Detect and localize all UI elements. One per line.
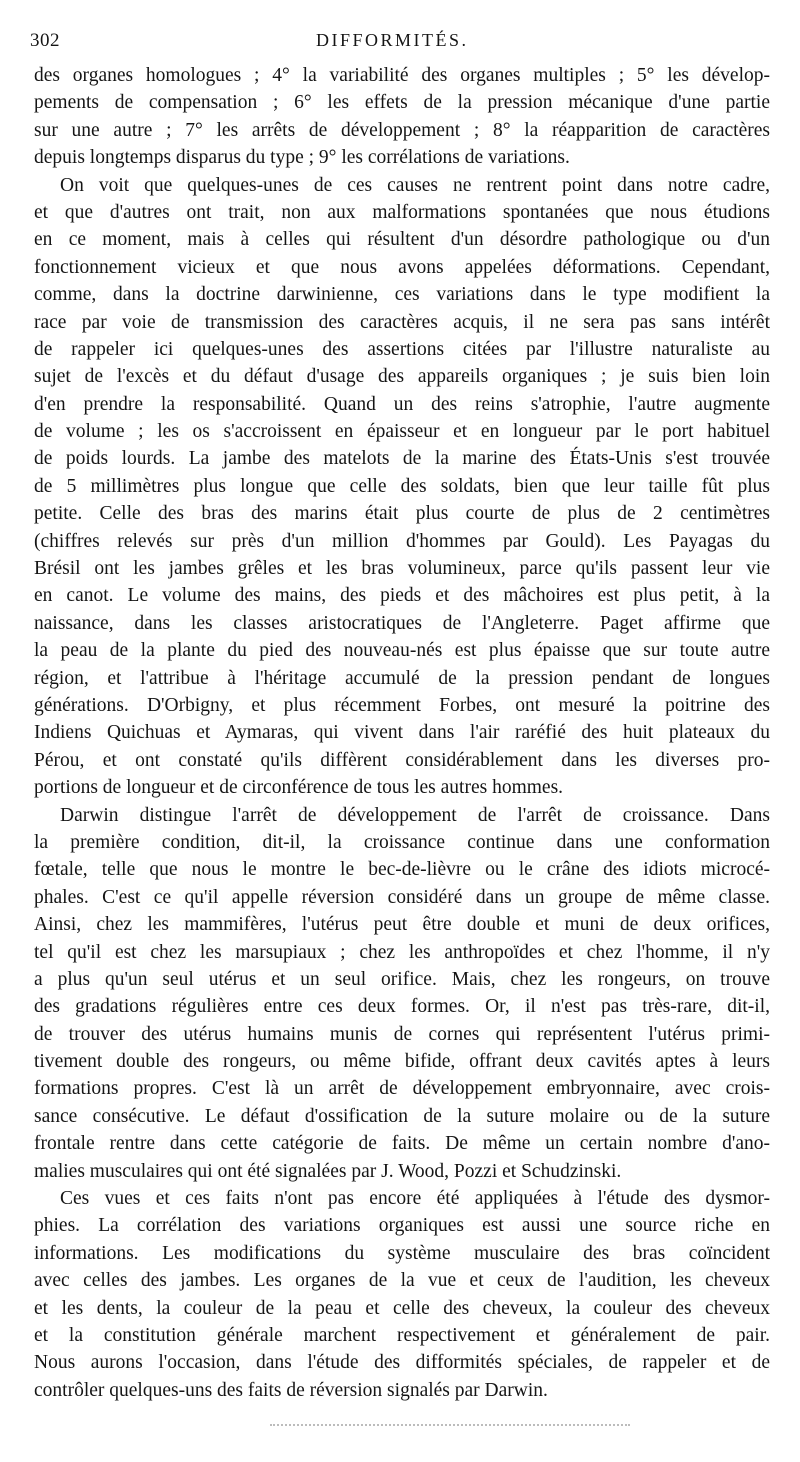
page-header xyxy=(30,30,790,56)
text-line: générations. D'Orbigny, et plus récemment Forbes, ont mesuré la poitrine des xyxy=(34,694,770,716)
text-line: depuis longtemps disparus du type ; 9° les corrélations de variations. xyxy=(34,147,570,169)
text-line: phales. C'est ce qu'il appelle réversion considéré dans un groupe de même classe. xyxy=(34,886,770,908)
page-number: 302 xyxy=(30,30,60,51)
print-bleed-mark xyxy=(270,1424,630,1430)
text-line: la première condition, dit-il, la croissance continue dans une conformation xyxy=(34,831,770,853)
text-line: tel qu'il est chez les marsupiaux ; chez les anthropoïdes et chez l'homme, il n'y xyxy=(34,941,770,963)
paragraph-start-line: Ces vues et ces faits n'ont pas encore été appliquées à l'étude des dysmor- xyxy=(60,1188,770,1210)
text-line: a plus qu'un seul utérus et un seul orifice. Mais, chez les rongeurs, on trouve xyxy=(34,968,770,990)
text-line: pements de compensation ; 6° les effets de la pression mécanique d'une partie xyxy=(34,92,770,114)
text-line: Brésil ont les jambes grêles et les bras volumineux, parce qu'ils passent leur vie xyxy=(34,558,770,580)
text-line: contrôler quelques-uns des faits de réversion signalés par Darwin. xyxy=(34,1379,548,1401)
text-line: Ainsi, chez les mammifères, l'utérus peut être double et muni de deux orifices, xyxy=(34,914,770,936)
text-line: de rappeler ici quelques-unes des assertions citées par l'illustre naturaliste au xyxy=(34,338,770,360)
paragraph-start-line: Darwin distingue l'arrêt de développement de l'arrêt de croissance. Dans xyxy=(60,804,770,826)
text-line: informations. Les modifications du système musculaire des bras coïncident xyxy=(34,1242,770,1264)
text-line: Indiens Quichuas et Aymaras, qui vivent dans l'air raréfié des huit plateaux du xyxy=(34,722,770,744)
text-line: fonctionnement vicieux et que nous avons appelées déformations. Cependant, xyxy=(34,256,770,278)
text-line: comme, dans la doctrine darwinienne, ces variations dans le type modifient la xyxy=(34,284,770,306)
text-line: fœtale, telle que nous le montre le bec-de-lièvre ou le crâne des idiots microcé- xyxy=(34,859,770,881)
text-line: la peau de la plante du pied des nouveau-nés est plus épaisse que sur toute autre xyxy=(34,640,770,662)
running-title: DIFFORMITÉS. xyxy=(316,30,469,50)
text-line: Pérou, et ont constaté qu'ils diffèrent considérablement dans les diverses pro- xyxy=(34,749,770,771)
text-line: avec celles des jambes. Les organes de la vue et ceux de l'audition, les cheveux xyxy=(34,1270,770,1292)
text-line: et que d'autres ont trait, non aux malformations spontanées que nous étudions xyxy=(34,201,770,223)
text-line: des organes homologues ; 4° la variabilité des organes multiples ; 5° les dévelop- xyxy=(34,65,770,86)
text-line: frontale rentre dans cette catégorie de faits. De même un certain nombre d'ano- xyxy=(34,1133,770,1155)
text-line: Nous aurons l'occasion, dans l'étude des difformités spéciales, de rappeler et de xyxy=(34,1352,770,1374)
text-line: en canot. Le volume des mains, des pieds et des mâchoires est plus petit, à la xyxy=(34,585,770,607)
text-line: portions de longueur et de circonférence de tous les autres hommes. xyxy=(34,777,564,799)
text-line: formations propres. C'est là un arrêt de développement embryonnaire, avec crois- xyxy=(34,1078,770,1100)
text-line: de poids lourds. La jambe des matelots de la marine des États-Unis s'est trouvée xyxy=(34,448,770,470)
text-line: des gradations régulières entre ces deux formes. Or, il n'est pas très-rare, dit-il, xyxy=(34,996,770,1018)
text-line: sance consécutive. Le défaut d'ossification de la suture molaire ou de la suture xyxy=(34,1105,770,1127)
text-line: de volume ; les os s'accroissent en épaisseur et en longueur par le port habituel xyxy=(34,421,770,443)
text-line: et les dents, la couleur de la peau et celle des cheveux, la couleur des cheveux xyxy=(34,1297,770,1319)
text-line: race par voie de transmission des caractères acquis, il ne sera pas sans intérêt xyxy=(34,311,770,333)
paragraph-start-line: On voit que quelques-unes de ces causes ne rentrent point dans notre cadre, xyxy=(60,174,770,196)
text-line: de 5 millimètres plus longue que celle des soldats, bien que leur taille fût plus xyxy=(34,475,770,497)
body-text xyxy=(34,62,770,1404)
text-line: naissance, dans les classes aristocratiques de l'Angleterre. Paget affirme que xyxy=(34,612,770,634)
text-line: en ce moment, mais à celles qui résultent d'un désordre pathologique ou d'un xyxy=(34,229,770,251)
text-line: petite. Celle des bras des marins était plus courte de plus de 2 centimètres xyxy=(34,503,770,525)
text-line: sujet de l'excès et du défaut d'usage des appareils organiques ; je suis bien loin xyxy=(34,366,770,388)
text-line: (chiffres relevés sur près d'un million d'hommes par Gould). Les Payagas du xyxy=(34,530,770,552)
text-line: région, et l'attribue à l'héritage accumulé de la pression pendant de longues xyxy=(34,667,770,689)
text-line: d'en prendre la responsabilité. Quand un des reins s'atrophie, l'autre augmente xyxy=(34,393,770,415)
text-line: et la constitution générale marchent respectivement et généralement de pair. xyxy=(34,1324,770,1346)
text-line: phies. La corrélation des variations organiques est aussi une source riche en xyxy=(34,1215,770,1237)
text-line: sur une autre ; 7° les arrêts de développement ; 8° la réapparition de caractères xyxy=(34,119,770,141)
text-line: tivement double des rongeurs, ou même bifide, offrant deux cavités aptes à leurs xyxy=(34,1051,770,1073)
text-line: malies musculaires qui ont été signalées par J. Wood, Pozzi et Schudzinski. xyxy=(34,1160,622,1182)
text-line: de trouver des utérus humains munis de cornes qui représentent l'utérus primi- xyxy=(34,1023,770,1045)
